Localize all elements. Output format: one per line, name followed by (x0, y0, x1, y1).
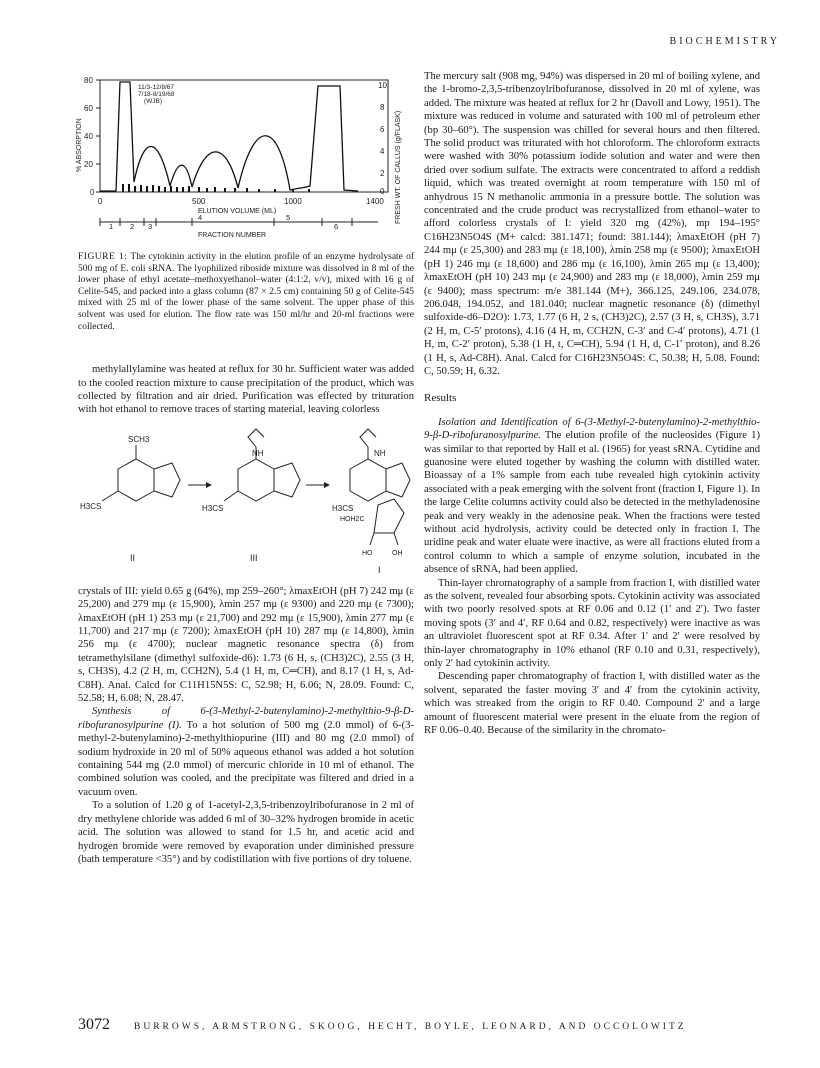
h3cs-label: H3CS (202, 503, 224, 513)
paragraph-body: The elution profile of the nucleosides (Figure 1) was similar to that reported by Hall et al. (1965) for yeast sRNA. Cytidine and guanosine were eluted together by washing the column with distilled water. Bioassay of a 1% sample from each tube revealed high cytokinin activity associated with a peak emerging with the solvent front (fraction I, Figure 1). In the large Celite columns activity could also be detected in the methyladenosine peak and very weakly in the adenosine peak. When the fractions were tested without acid hydrolysis, activity could be detected only in fraction I. The uridine peak and water eluate were inactive, as were all fractions eluted from a control column to which a sample of enzyme solution, incubated in the absence of sRNA, had been applied. (424, 430, 760, 576)
inset-text: 11/3-12/8/67 (138, 84, 175, 91)
x-tick: 0 (98, 197, 103, 206)
y-left-tick: 0 (90, 188, 95, 197)
hoh2c-label: HOH2C (340, 515, 365, 523)
fraction-tick: 3 (148, 222, 153, 231)
oh-label: OH (392, 549, 403, 557)
h3cs-label: H3CS (80, 501, 102, 511)
left-paragraph-1: methylallylamine was heated at reflux for 30 hr. Sufficient water was added to the cooled reaction mixture to cause precipitation of the product, which was collected by filtration and air dried. Purification was effected by trituration with hot ethanol to remove traces of starting material, leaving colorless (78, 364, 414, 416)
y-left-tick: 40 (84, 132, 93, 141)
left-column (78, 74, 414, 866)
compound-label-I: I (378, 564, 381, 575)
right-paragraph-2 (424, 416, 760, 577)
arrow-head-icon (206, 482, 212, 488)
y-right-tick: 6 (380, 125, 385, 134)
y-left-tick: 80 (84, 76, 93, 85)
figure-1 (78, 74, 414, 252)
right-paragraph-3: Thin-layer chromatography of a sample from fraction I, with distilled water as the solvent, revealed four absorbing spots. Cytokinin activity was associated with two poorly resolved spots at RF 0.06 and 0.12 (1′ and 2′). Two faster moving spots (3′ and 4′, RF 0.64 and 0.82, respectively) were inactive as was an ultraviolet fluorescent spot at RF 0.34. After 1′ and 2′ were resolved by thin-layer chromatography in 10% ethanol (RF 0.10 and 0.31, respectively), only 2′ had cytokinin activity. (424, 577, 760, 670)
y-right-tick: 4 (380, 147, 385, 156)
caption-text: The cytokinin activity in the elution profile of an enzyme hydrolysate of 500 mg of E. coli sRNA. The lyophilized riboside mixture was dissolved in 8 ml of the lower phase of ethyl acetate–methoxyethanol–water (4:1:2, v/v), mixed with 16 g of Celite-545, and packed into a glass column (87 × 2.5 cm) containing 50 g of Celite-545 mixed with 25 ml of the lower phase of the same solvent. The upper phase of this solvent was used for elution. The flow rate was 150 ml/hr and 20-ml fractions were collected. (78, 252, 414, 332)
fraction-tick: 5 (286, 213, 291, 222)
elution-profile-chart (78, 74, 414, 252)
section-heading-results: Results (424, 392, 457, 405)
fraction-tick: 6 (334, 222, 339, 231)
right-paragraph-4: Descending paper chromatography of fraction I, with distilled water as the solvent, separated the faster moving 3′ and 4′ from the cytokinin activity, which was streaked from the origin to RF 0.40. Compound 2′ and a large amount of fluorescent material were present in the eluate from the region of RF 0.06–0.40. Because of the similarity in the chromato- (424, 671, 760, 737)
paragraph-body: To a hot solution of 500 mg (2.0 mmol) of 6-(3-methyl-2-butenylamino)-2-methylthiopurine (III) and 80 mg (2.0 mmol) of sodium hydroxide in 20 ml of 50% aqueous ethanol was added a hot solution containing 544 mg (2.0 mmol) of mercuric chloride in 10 ml of ethanol. The combined solution was cooled, and the precipitate was filtered and dried in a vacuum oven. (78, 719, 414, 798)
y-left-label: % ABSORPTION (76, 118, 83, 172)
y-left-tick: 60 (84, 104, 93, 113)
caption-label: FIGURE 1: (78, 252, 128, 262)
subsection-title: Isolation and Identification of 6-(3-Methyl-2-butenylamino)-2-methylthio-9-β-D-ribofuranosylpurine. (424, 416, 760, 442)
h3cs-label: H3CS (332, 503, 354, 513)
y-right-label: FRESH WT. OF CALLUS (g/FLASK) (395, 110, 402, 224)
left-paragraph-2: crystals of III: yield 0.65 g (64%), mp 259–260°; λmaxEtOH (pH 7) 242 mμ (ε 25,200) and 279 mμ (ε 15,900), λmin 257 mμ (ε 9300) and 220 mμ (ε 7300); λmaxEtOH (pH 1) 253 mμ (ε 21,700) and 292 mμ (ε 15,900), λmin 277 mμ (ε 11,700) and 217 mμ (ε 7200); λmaxEtOH (pH 10) 287 mμ (ε 14,800), λmin 256 mμ (ε 4700); nuclear magnetic resonance spectra (δ) from tetramethylsilane (dimethyl sulfoxide-d6): 1.73 (6 H, s, (CH3)2C), 2.55 (3 H, s, CH3S), 4.2 (2 H, m, CCH2N), 5.4 (1 H, m, C═CH), and 8.17 (1 H, s, Ad-C8H). Anal. Calcd for C11H15N5S: C, 52.98; H, 6.06; N, 28.09. Found: C, 52.58; H, 6.08; N, 28.47. (78, 585, 414, 705)
compound-III-structure (224, 429, 300, 501)
fraction-label: FRACTION NUMBER (198, 232, 267, 239)
x-tick: 500 (192, 197, 206, 206)
left-paragraph-3 (78, 705, 414, 799)
left-axis (84, 76, 100, 197)
figure-1-caption (78, 252, 414, 333)
inset-text: 7/18-8/19/68 (138, 91, 175, 98)
right-paragraph-1: The mercury salt (908 mg, 94%) was dispersed in 20 ml of boiling xylene, and the 1-bromo-2,3,5-tribenzoylribofuranose, dissolved in 20 ml of xylene, was added. The mixture was heated at reflux for 2 hr (Davoll and Lowy, 1951). The mixture was reduced in volume and saturated with 100 ml of petroleum ether (bp 30–60°). The suspension was chilled for several hours and then filtered. The solid product was triturated with hot chloroform. The chloroform extracts were washed with 30% potassium iodide solution and water and were then dried over sodium sulfate. The extracts were concentrated to afford a reddish liquid, which was treated overnight at room temperature with 150 ml of anhydrous 15 N methanolic ammonia in a pressure bottle. The solution was concentrated and the crude product was recrystallized from ethanol–water to afford colorless crystals of I: yield 320 mg (42%), mp 194–195° C16H23N5O4S (M+ calcd: 381.1471; found: 381.144); λmaxEtOH (pH 7) 244 mμ (ε 25,300) and 283 mμ (ε 18,100), λmin 258 mμ (ε 9500); λmaxEtOH (pH 1) 246 mμ (ε 18,600) and 286 mμ (ε 16,100), λmin 265 mμ (ε 13,400); λmaxEtOH (pH 10) 243 mμ (ε 24,900) and 283 mμ (ε 18,000), λmin 259 mμ (ε 9400); mass spectrum: m/e 381.144 (M+), 366.125, 249.106, 234.078, 206.048, 194.052, and 181.040; nuclear magnetic resonance (δ) (dimethyl sulfoxide-d6–D2O): 1.73, 1.77 (6 H, 2 s, (CH3)2C), 2.57 (3 H, s, CH3S), 3.71 (2 H, m, C-5′ protons), 4.16 (4 H, m, CCH2N, C-3′ and C-4′ protons), 4.71 (1 H, m, C-2′ proton), 5.38 (1 H, t, C═CH), 5.94 (1 H, d, C-1′ proton), and 8.26 (1 H, s, Ad-C8H). Anal. Calcd for C16H23N5O4S: C, 50.38; H, 5.08. Found: C, 50.59; H, 6.32. (424, 71, 760, 377)
y-right-tick: 0 (380, 187, 385, 196)
sch3-label: SCH3 (128, 434, 150, 444)
nh-label: NH (252, 448, 264, 458)
callus-weight-bars (122, 184, 310, 192)
right-column (424, 70, 760, 738)
x-tick: 1400 (366, 197, 384, 206)
page-footer (78, 1016, 768, 1034)
fraction-tick: 2 (130, 222, 135, 231)
compound-label-II: II (130, 552, 136, 563)
y-left-tick: 20 (84, 160, 93, 169)
right-axis (378, 81, 387, 196)
y-right-tick: 2 (380, 169, 385, 178)
nh-label: NH (374, 448, 386, 458)
y-right-tick: 10 (378, 81, 387, 90)
compound-I-structure (350, 429, 410, 545)
subsection-title: Synthesis of 6-(3-Methyl-2-butenylamino)-2-methylthio-9-β-D-ribofuranosylpurine (I). (78, 706, 414, 731)
fraction-tick: 1 (109, 222, 114, 231)
ho-label: HO (362, 549, 373, 557)
compound-label-III: III (250, 552, 258, 563)
x-axis (98, 197, 384, 206)
footer-authors: BURROWS, ARMSTRONG, SKOOG, HECHT, BOYLE, LEONARD, AND OCCOLOWITZ (134, 1022, 687, 1032)
page-number: 3072 (78, 1016, 110, 1033)
running-header: BIOCHEMISTRY (669, 36, 780, 47)
arrow-head-icon (324, 482, 330, 488)
left-paragraph-4: To a solution of 1.20 g of 1-acetyl-2,3,5-tribenzoylribofuranose in 2 ml of dry methylene chloride was added 6 ml of 30–32% hydrogen bromide in acetic acid. The solution was allowed to stand for 1.5 hr, and acetic acid and hydrogen bromide were removed by evaporation under diminished pressure (bath temperature <35°) and by codistillation with five portions of dry toluene. (78, 800, 414, 865)
absorption-curve (100, 82, 358, 191)
x-tick: 1000 (284, 197, 302, 206)
inset-text: (WJB) (144, 98, 163, 105)
compound-II-structure (102, 445, 180, 501)
fraction-tick: 4 (198, 213, 203, 222)
synthesis-scheme (78, 429, 414, 577)
x-axis-label: ELUTION VOLUME (ML) (198, 208, 277, 215)
y-right-tick: 8 (380, 103, 385, 112)
